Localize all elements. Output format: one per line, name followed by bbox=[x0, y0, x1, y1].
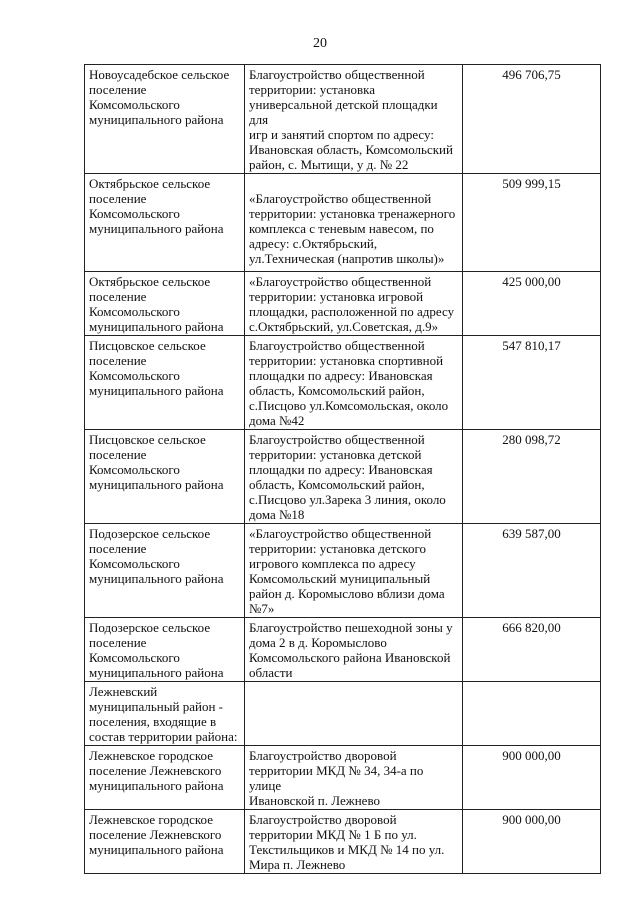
project-line: Благоустройство общественной bbox=[249, 432, 425, 447]
table-row bbox=[85, 174, 601, 272]
settlement-line: муниципального района bbox=[89, 319, 224, 334]
project-line: «Благоустройство общественной bbox=[249, 526, 432, 541]
project-line: Комсомольского района Ивановской bbox=[249, 650, 451, 665]
project-line: территории: установка детского bbox=[249, 541, 426, 556]
settlement-line: поселение bbox=[89, 447, 147, 462]
project-line: с.Октябрьский, ул.Советская, д.9» bbox=[249, 319, 439, 334]
project-line: Текстильщиков и МКД № 14 по ул. bbox=[249, 842, 445, 857]
settlement-cell bbox=[85, 682, 245, 746]
project-cell bbox=[245, 682, 463, 746]
settlement-line: Писцовское сельское bbox=[89, 338, 206, 353]
settlement-line: муниципального района bbox=[89, 112, 224, 127]
project-line: ул.Техническая (напротив школы)» bbox=[249, 251, 445, 266]
settlement-line: муниципального района bbox=[89, 778, 224, 793]
project-cell bbox=[245, 810, 463, 874]
project-line: территории: установка игровой bbox=[249, 289, 424, 304]
project-line: «Благоустройство общественной bbox=[249, 191, 432, 206]
project-line: район, с. Мытищи, у д. № 22 bbox=[249, 157, 409, 172]
settlement-line: поселение bbox=[89, 191, 147, 206]
amount-cell: 280 098,72 bbox=[463, 430, 601, 524]
settlement-cell bbox=[85, 272, 245, 336]
project-line: территории: установка bbox=[249, 82, 376, 97]
project-line: комплекса с теневым навесом, по bbox=[249, 221, 434, 236]
table-row bbox=[85, 272, 601, 336]
settlement-line: поселение Лежневского bbox=[89, 763, 222, 778]
project-line: площадки по адресу: Ивановская bbox=[249, 462, 433, 477]
table-row bbox=[85, 746, 601, 810]
project-line: Комсомольский муниципальный bbox=[249, 571, 431, 586]
project-cell bbox=[245, 65, 463, 174]
project-line: Благоустройство пешеходной зоны у bbox=[249, 620, 453, 635]
settlement-line: муниципального района bbox=[89, 221, 224, 236]
project-line: с.Писцово ул.Комсомольская, около bbox=[249, 398, 449, 413]
project-cell bbox=[245, 524, 463, 618]
project-line: игрового комплекса по адресу bbox=[249, 556, 416, 571]
settlement-line: Новоусадебское сельское bbox=[89, 67, 230, 82]
settlement-line: муниципального района bbox=[89, 665, 224, 680]
settlement-cell bbox=[85, 430, 245, 524]
funding-table bbox=[84, 64, 601, 874]
settlement-cell bbox=[85, 746, 245, 810]
project-line: дома №42 bbox=[249, 413, 305, 428]
settlement-line: Октябрьское сельское bbox=[89, 274, 211, 289]
settlement-cell bbox=[85, 618, 245, 682]
project-line: дома 2 в д. Коромыслово bbox=[249, 635, 387, 650]
settlement-line: Комсомольского bbox=[89, 556, 180, 571]
project-line: Благоустройство дворовой bbox=[249, 812, 397, 827]
table-row bbox=[85, 618, 601, 682]
project-line: площадки, расположенной по адресу bbox=[249, 304, 455, 319]
table-body bbox=[85, 65, 601, 874]
settlement-cell bbox=[85, 810, 245, 874]
project-cell bbox=[245, 430, 463, 524]
project-line: универсальной детской площадки для bbox=[249, 97, 438, 127]
table-row bbox=[85, 524, 601, 618]
settlement-cell bbox=[85, 524, 245, 618]
settlement-line: состав территории района: bbox=[89, 729, 238, 744]
amount-cell: 425 000,00 bbox=[463, 272, 601, 336]
settlement-line: Лежневское городское bbox=[89, 812, 213, 827]
project-line: область, Комсомольский район, bbox=[249, 477, 425, 492]
project-line: область, Комсомольский район, bbox=[249, 383, 425, 398]
settlement-line: Октябрьское сельское bbox=[89, 176, 211, 191]
amount-cell: 900 000,00 bbox=[463, 746, 601, 810]
amount-cell: 547 810,17 bbox=[463, 336, 601, 430]
table-row bbox=[85, 430, 601, 524]
settlement-line: Комсомольского bbox=[89, 462, 180, 477]
project-cell bbox=[245, 746, 463, 810]
project-line: район д. Коромыслово вблизи дома bbox=[249, 586, 445, 601]
settlement-line: поселения, входящие в bbox=[89, 714, 217, 729]
settlement-line: Подозерское сельское bbox=[89, 620, 211, 635]
project-line: игр и занятий спортом по адресу: bbox=[249, 127, 434, 142]
settlement-line: Комсомольского bbox=[89, 304, 180, 319]
amount-cell bbox=[463, 682, 601, 746]
settlement-line: Комсомольского bbox=[89, 206, 180, 221]
amount-cell: 509 999,15 bbox=[463, 174, 601, 272]
project-line: №7» bbox=[249, 601, 275, 616]
settlement-line: муниципального района bbox=[89, 477, 224, 492]
table-row bbox=[85, 65, 601, 174]
project-line: «Благоустройство общественной bbox=[249, 274, 432, 289]
settlement-line: муниципальный район - bbox=[89, 699, 223, 714]
settlement-line: Лежневское городское bbox=[89, 748, 213, 763]
table-row bbox=[85, 682, 601, 746]
project-cell bbox=[245, 618, 463, 682]
settlement-line: поселение bbox=[89, 289, 147, 304]
settlement-line: поселение Лежневского bbox=[89, 827, 222, 842]
amount-cell: 900 000,00 bbox=[463, 810, 601, 874]
project-line bbox=[249, 176, 458, 191]
settlement-line: поселение bbox=[89, 82, 147, 97]
amount-cell: 639 587,00 bbox=[463, 524, 601, 618]
project-line: площадки по адресу: Ивановская bbox=[249, 368, 433, 383]
settlement-line: Комсомольского bbox=[89, 97, 180, 112]
project-line: области bbox=[249, 665, 293, 680]
settlement-line: Комсомольского bbox=[89, 368, 180, 383]
amount-cell: 666 820,00 bbox=[463, 618, 601, 682]
project-line: с.Писцово ул.Зарека 3 линия, около bbox=[249, 492, 446, 507]
settlement-cell bbox=[85, 65, 245, 174]
project-line: Ивановская область, Комсомольский bbox=[249, 142, 453, 157]
project-line: территории: установка спортивной bbox=[249, 353, 444, 368]
project-line: Благоустройство общественной bbox=[249, 67, 425, 82]
settlement-line: поселение bbox=[89, 353, 147, 368]
project-line: Благоустройство дворовой bbox=[249, 748, 397, 763]
project-line: территории: установка детской bbox=[249, 447, 422, 462]
project-cell bbox=[245, 272, 463, 336]
project-line: территории МКД № 1 Б по ул. bbox=[249, 827, 417, 842]
settlement-line: поселение bbox=[89, 635, 147, 650]
table-row bbox=[85, 336, 601, 430]
settlement-cell bbox=[85, 336, 245, 430]
settlement-line: муниципального района bbox=[89, 383, 224, 398]
settlement-cell bbox=[85, 174, 245, 272]
project-line: дома №18 bbox=[249, 507, 305, 522]
project-line: Мира п. Лежнево bbox=[249, 857, 346, 872]
project-line: территории МКД № 34, 34-а по улице bbox=[249, 763, 424, 793]
project-line: территории: установка тренажерного bbox=[249, 206, 456, 221]
project-line: адресу: с.Октябрьский, bbox=[249, 236, 378, 251]
settlement-line: Комсомольского bbox=[89, 650, 180, 665]
amount-cell: 496 706,75 bbox=[463, 65, 601, 174]
settlement-line: Лежневский bbox=[89, 684, 158, 699]
settlement-line: Подозерское сельское bbox=[89, 526, 211, 541]
project-line: Ивановской п. Лежнево bbox=[249, 793, 380, 808]
project-cell bbox=[245, 174, 463, 272]
settlement-line: муниципального района bbox=[89, 571, 224, 586]
settlement-line: поселение bbox=[89, 541, 147, 556]
table-row bbox=[85, 810, 601, 874]
settlement-line: муниципального района bbox=[89, 842, 224, 857]
project-cell bbox=[245, 336, 463, 430]
page-number: 20 bbox=[313, 36, 327, 51]
project-line: Благоустройство общественной bbox=[249, 338, 425, 353]
settlement-line: Писцовское сельское bbox=[89, 432, 206, 447]
